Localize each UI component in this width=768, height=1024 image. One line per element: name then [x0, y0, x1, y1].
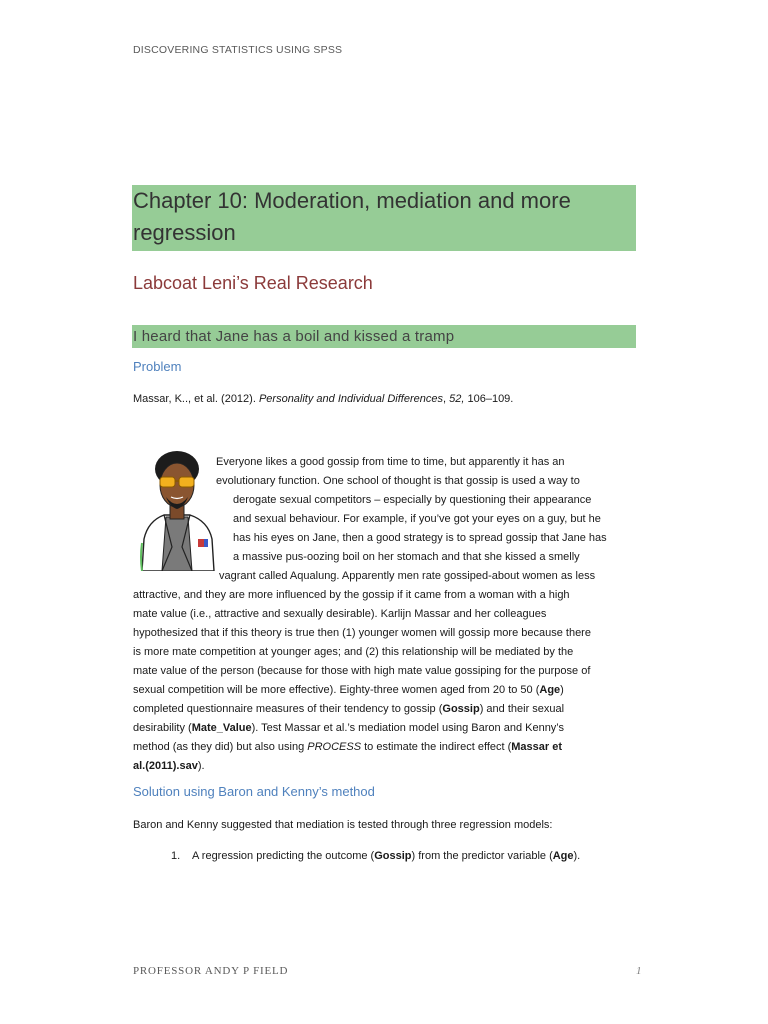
variable-gossip: Gossip — [374, 850, 412, 862]
body-line: attractive, and they are more influenced by the gossip if it came from a woman with a high — [133, 589, 570, 601]
list-item — [192, 850, 580, 862]
body-line — [133, 757, 205, 776]
body-text: sexual competition will be more effective). Eighty-three women aged from 20 to 50 ( — [133, 684, 540, 696]
body-text: ) — [560, 684, 564, 696]
variable-mate-value: Mate_Value — [191, 722, 252, 734]
reference-volume: 52, — [449, 393, 465, 405]
body-line: and sexual behaviour. For example, if you’ve got your eyes on a guy, but he — [233, 513, 601, 525]
variable-age: Age — [552, 850, 574, 862]
body-text: ). Test Massar et al.’s mediation model using Baron and Kenny’s — [251, 722, 565, 734]
body-text: ). — [197, 760, 205, 772]
footer-author: PROFESSOR ANDY P FIELD — [133, 965, 289, 977]
body-line: is more mate competition at younger ages; and (2) this relationship will be mediated by the — [133, 646, 574, 658]
variable-age: Age — [539, 684, 561, 696]
list-text: A regression predicting the outcome ( — [192, 850, 375, 862]
section-title: Labcoat Leni’s Real Research — [133, 273, 373, 293]
body-text: completed questionnaire measures of their tendency to gossip ( — [133, 703, 443, 715]
body-line — [133, 719, 564, 738]
chapter-title-line1: Chapter 10: Moderation, mediation and more — [133, 188, 571, 213]
labcoat-leni-illustration — [136, 447, 218, 571]
chapter-title — [133, 185, 633, 249]
reference-sep: , — [443, 393, 450, 405]
body-line: mate value of the person (because for those with high mate value gossiping for the purpose of — [133, 665, 591, 677]
page-number: 1 — [636, 965, 642, 977]
list-text: ) from the predictor variable ( — [411, 850, 553, 862]
body-text: method (as they did) but also using — [133, 741, 308, 753]
reference-journal: Personality and Individual Differences — [258, 393, 443, 405]
variable-gossip: Gossip — [442, 703, 480, 715]
body-line — [133, 738, 562, 757]
data-file-name: al.(2011).sav — [133, 760, 198, 772]
body-line: has his eyes on Jane, then a good strategy is to spread gossip that Jane has — [233, 532, 607, 544]
solution-heading: Solution using Baron and Kenny’s method — [133, 784, 375, 799]
body-line: derogate sexual competitors – especially by questioning their appearance — [233, 494, 592, 506]
body-line — [133, 700, 564, 719]
list-number: 1. — [171, 850, 181, 862]
body-text: desirability ( — [133, 722, 192, 734]
reference-pages: 106–109. — [464, 393, 514, 405]
body-line: hypothesized that if this theory is true then (1) younger women will gossip more because there — [133, 627, 591, 639]
reference — [133, 393, 513, 405]
body-text: to estimate the indirect effect ( — [361, 741, 512, 753]
reference-authors: Massar, K.., et al. (2012). — [133, 393, 259, 405]
body-text: ) and their sexual — [479, 703, 565, 715]
body-line: vagrant called Aqualung. Apparently men rate gossiped-about women as less — [219, 570, 596, 582]
body-line: mate value (i.e., attractive and sexually desirable). Karlijn Massar and her colleagues — [133, 608, 547, 620]
body-line: a massive pus-oozing boil on her stomach and that she kissed a smelly — [233, 551, 580, 563]
chapter-title-line2: regression — [133, 220, 236, 245]
running-header: DISCOVERING STATISTICS USING SPSS — [133, 44, 343, 56]
problem-heading: Problem — [133, 359, 182, 374]
data-file-name: Massar et — [511, 741, 563, 753]
baron-kenny-intro: Baron and Kenny suggested that mediation is tested through three regression models: — [133, 819, 553, 831]
body-line: evolutionary function. One school of thought is that gossip is used a way to — [216, 475, 580, 487]
list-text: ). — [573, 850, 581, 862]
subsection-title: I heard that Jane has a boil and kissed a tramp — [133, 328, 455, 345]
process-name: PROCESS — [307, 741, 362, 753]
body-line — [133, 681, 564, 700]
body-line: Everyone likes a good gossip from time to time, but apparently it has an — [216, 456, 565, 468]
